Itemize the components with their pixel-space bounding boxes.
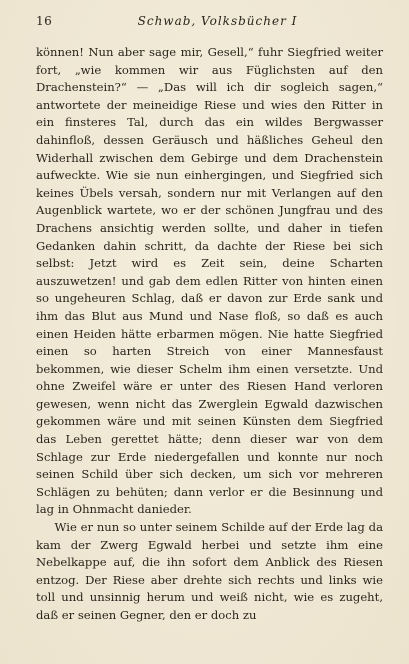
paragraph: Wie er nun so unter seinem Schilde auf der Erde lag da kam der Zwerg Egwald herbei und setzte ihm eine Nebelkappe auf, die ihn sofort dem Anblick des Riesen entzog. Der Riese aber drehte sich rechts und links wie toll und unsinnig herum und weiß nicht, wie es zugeht, daß er seinen Gegner, den er doch zu [36,520,383,622]
running-head: Schwab, Volksbücher I [137,14,298,28]
paragraph: können! Nun aber sage mir, Gesell,“ fuhr Siegfried weiter fort, „wie kommen wir aus Füglichsten auf den Drachenstein?“ — „Das will ich dir sogleich sagen,“ antwortete der meineidige Riese und wies den Ritter in ein finsteres Tal, durch das ein wildes Bergwasser dahinfloß, dessen Geräusch und häßliches Geheul den Widerhall zwischen dem Gebirge und dem Drachenstein aufweckte. Wie sie nun einhergingen, und Siegfried sich keines Übels versah, sondern nur mit Verlangen auf den Augenblick wartete, wo er der schönen Jungfrau und des Drachens ansichtig werden sollte, und daher in tiefen Gedanken dahin schritt, da dachte der Riese bei sich selbst: Jetzt wird es Zeit sein, deine Scharten auszuwetzen! und gab dem edlen Ritter von hinten einen so ungeheuren Schlag, daß er davon zur Erde sank und ihm das Blut aus Mund und Nase floß, so daß es auch einen Heiden hätte erbarmen mögen. Nie hatte Siegfried einen so harten Streich von einer Mannesfaust bekommen, wie dieser Schelm ihm einen versetzte. Und ohne Zweifel wäre er unter des Riesen Hand verloren gewesen, wenn nicht das Zwerglein Egwald dazwischen gekommen wäre und mit seinen Künsten dem Siegfried das Leben gerettet hätte; denn dieser war von dem Schlage zur Erde niedergefallen und konnte nur noch seinen Schild über sich decken, um sich vor mehreren Schlägen zu behüten; dann verlor er die Besinnung und lag in Ohnmacht danieder. [36,45,383,517]
page-header [36,14,383,34]
body-text [36,44,383,625]
page-number: 16 [36,14,53,28]
